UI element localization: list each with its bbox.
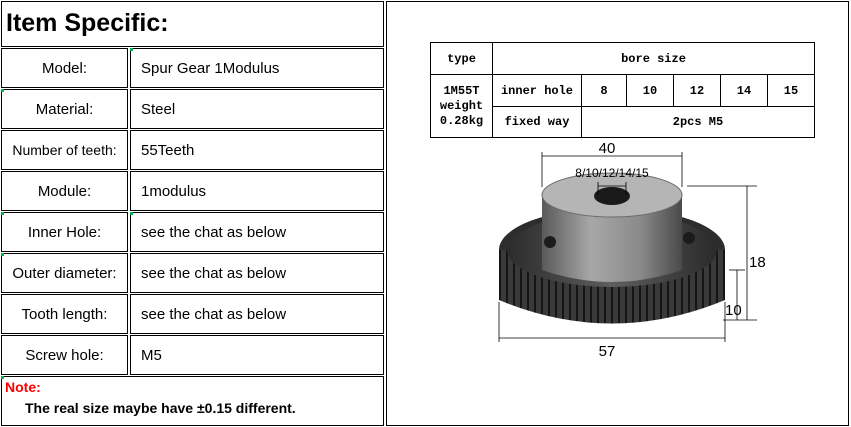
title-box <box>1 1 384 47</box>
weight-value: 0.28kg <box>439 113 484 128</box>
outer-diameter-label: 57 <box>598 343 616 360</box>
cell-marker <box>1 253 4 256</box>
spec-row-outer-diameter <box>1 253 384 293</box>
spec-row-teeth <box>1 130 384 170</box>
set-screw-right <box>683 232 695 244</box>
spec-value: Steel <box>130 89 384 129</box>
bore-size-cell: 15 <box>768 75 815 107</box>
spec-value: see the chat as below <box>130 212 384 252</box>
spec-row-tooth-length <box>1 294 384 334</box>
spec-row-inner-hole <box>1 212 384 252</box>
bore-size-cell: 8 <box>582 75 627 107</box>
spec-label: Number of teeth: <box>1 130 128 170</box>
product-image-panel <box>386 1 849 426</box>
spec-row-screw-hole <box>1 335 384 375</box>
spec-value: see the chat as below <box>130 253 384 293</box>
fixed-way-label: fixed way <box>493 107 582 138</box>
hub-diameter-label: 40 <box>598 140 616 157</box>
spec-value: Spur Gear 1Modulus <box>130 48 384 88</box>
model-name: 1M55T <box>443 83 480 98</box>
bore-size-cell: 10 <box>627 75 674 107</box>
spec-row-model <box>1 48 384 88</box>
spec-label: Module: <box>1 171 128 211</box>
cell-marker <box>130 48 133 51</box>
gear-thickness-label: 10 <box>725 302 742 319</box>
cell-marker <box>130 212 133 215</box>
cell-marker <box>1 376 4 379</box>
spec-label: Inner Hole: <box>1 212 128 252</box>
gear-drawing <box>387 2 848 425</box>
item-specific-table <box>0 0 386 427</box>
spec-value: M5 <box>130 335 384 375</box>
note-text: The real size maybe have ±0.15 different. <box>25 400 296 416</box>
bore-sizes-label: 8/10/12/14/15 <box>575 166 649 180</box>
inner-hole-label: inner hole <box>493 75 582 107</box>
spec-label: Outer diameter: <box>1 253 128 293</box>
spec-row-module <box>1 171 384 211</box>
total-height-label: 18 <box>749 254 766 271</box>
note-box <box>1 376 384 426</box>
spec-row-material <box>1 89 384 129</box>
spec-value: 1modulus <box>130 171 384 211</box>
spec-value: 55Teeth <box>130 130 384 170</box>
note-label: Note: <box>5 379 41 395</box>
fixed-way-value: 2pcs M5 <box>582 107 815 138</box>
bore-hole <box>594 187 630 205</box>
weight-label: weight <box>439 98 484 113</box>
spec-value: see the chat as below <box>130 294 384 334</box>
bore-size-cell: 14 <box>721 75 768 107</box>
set-screw-left <box>544 236 556 248</box>
bore-size-cell: 12 <box>674 75 721 107</box>
spec-label: Screw hole: <box>1 335 128 375</box>
gear-hub <box>542 173 695 282</box>
spec-label: Model: <box>1 48 128 88</box>
page-title: Item Specific: <box>6 9 169 37</box>
spec-label: Material: <box>1 89 128 129</box>
bore-size-header: bore size <box>493 43 815 75</box>
cell-marker <box>1 212 4 215</box>
cell-marker <box>1 89 4 92</box>
type-header: type <box>431 43 493 75</box>
spec-label: Tooth length: <box>1 294 128 334</box>
